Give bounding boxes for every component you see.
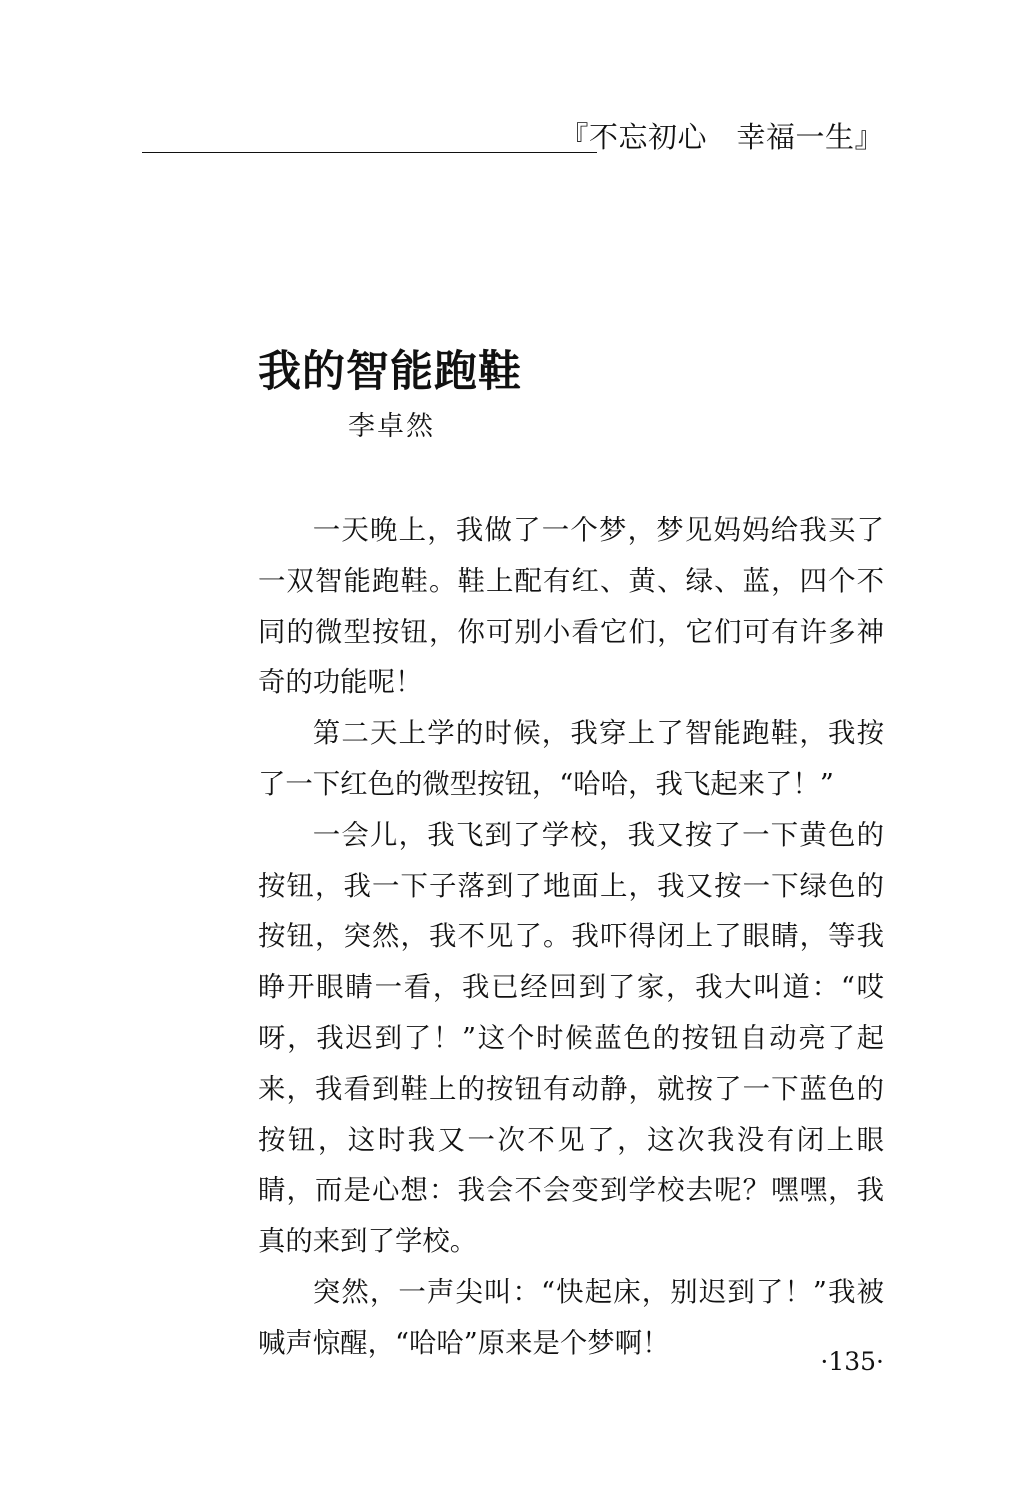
header-rule bbox=[142, 152, 597, 153]
paragraph: 第二天上学的时候，我穿上了智能跑鞋，我按了一下红色的微型按钮，“哈哈，我飞起来了！” bbox=[258, 718, 884, 800]
paragraph: 一天晚上，我做了一个梦，梦见妈妈给我买了一双智能跑鞋。鞋上配有红、黄、绿、蓝，四个不同的微型按钮，你可别小看它们，它们可有许多神奇的功能呢！ bbox=[258, 515, 884, 699]
article bbox=[258, 340, 884, 1370]
article-title: 我的智能跑鞋 bbox=[258, 347, 522, 397]
running-title: 『不忘初心 幸福一生』 bbox=[559, 120, 884, 154]
paragraph: 突然，一声尖叫：“快起床，别迟到了！”我被喊声惊醒，“哈哈”原来是个梦啊！ bbox=[258, 1276, 884, 1359]
paragraph: 一会儿，我飞到了学校，我又按了一下黄色的按钮，我一下子落到了地面上，我又按一下绿色的按钮，突然，我不见了。我吓得闭上了眼睛，等我睁开眼睛一看，我已经回到了家，我大叫道：“哎呀，我迟到了！”这个时候蓝色的按钮自动亮了起来，我看到鞋上的按钮有动静，就按了一下蓝色的按钮，这时我又一次不见了，这次我没有闭上眼睛，而是心想：我会不会变到学校去呢？嘿嘿，我真的来到了学校。 bbox=[258, 819, 884, 1258]
article-author: 李卓然 bbox=[348, 411, 435, 442]
page-number: ·135· bbox=[820, 1347, 884, 1376]
article-body bbox=[258, 506, 884, 1370]
running-header bbox=[142, 118, 884, 158]
